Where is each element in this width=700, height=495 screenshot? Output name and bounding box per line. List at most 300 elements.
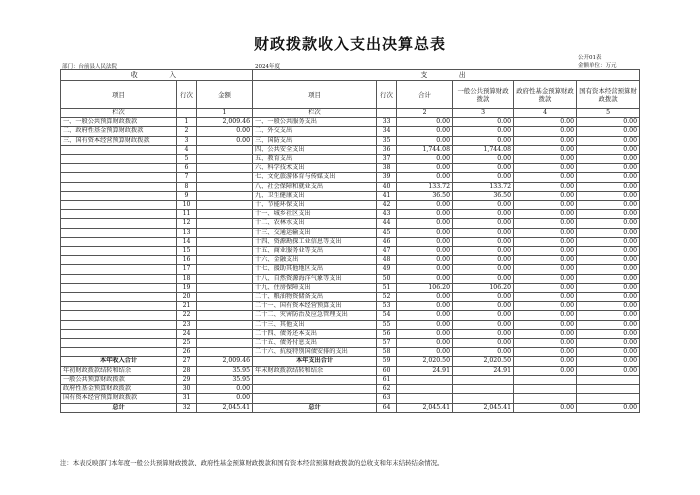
expense-row-no: 54	[377, 311, 397, 320]
income-row-no: 18	[177, 274, 197, 283]
state-capital-amount: 0.00	[577, 155, 640, 164]
gov-fund-amount	[514, 385, 577, 394]
general-budget-amount: 106.20	[453, 283, 514, 292]
income-row-no: 2	[177, 127, 197, 136]
general-budget-amount: 0.00	[453, 265, 514, 274]
income-row-no: 31	[177, 394, 197, 403]
expense-row-no: 37	[377, 155, 397, 164]
income-item	[61, 210, 177, 219]
general-budget-amount: 24.91	[453, 366, 514, 375]
income-amount: 35.95	[197, 375, 253, 384]
table-row	[61, 247, 640, 256]
income-item-header: 项目	[61, 81, 177, 109]
expense-total: 0.00	[397, 339, 453, 348]
state-capital-amount: 0.00	[577, 366, 640, 375]
gov-fund-amount: 0.00	[514, 403, 577, 412]
income-item	[61, 237, 177, 246]
income-row-no: 14	[177, 237, 197, 246]
general-budget-amount: 0.00	[453, 320, 514, 329]
income-item	[61, 228, 177, 237]
income-item	[61, 302, 177, 311]
expense-total: 0.00	[397, 237, 453, 246]
expense-row-no: 36	[377, 145, 397, 154]
expense-total: 0.00	[397, 311, 453, 320]
general-budget-amount	[453, 375, 514, 384]
income-row-no: 20	[177, 293, 197, 302]
col-number-1: 1	[197, 109, 253, 118]
table-row	[61, 228, 640, 237]
general-budget-amount: 0.00	[453, 155, 514, 164]
gov-fund-amount: 0.00	[514, 357, 577, 366]
income-amount: 2,045.41	[197, 403, 253, 412]
expense-row-no: 52	[377, 293, 397, 302]
gov-fund-amount: 0.00	[514, 302, 577, 311]
table-row	[61, 394, 640, 403]
gov-fund-amount: 0.00	[514, 348, 577, 357]
table-row	[61, 366, 640, 375]
expense-item	[253, 375, 377, 384]
income-row-no: 26	[177, 348, 197, 357]
income-item	[61, 173, 177, 182]
income-row-no: 23	[177, 320, 197, 329]
expense-item: 十六、金融支出	[253, 256, 377, 265]
state-capital-amount: 0.00	[577, 237, 640, 246]
expense-row-no: 56	[377, 329, 397, 338]
expense-row-no: 60	[377, 366, 397, 375]
income-row-no: 3	[177, 136, 197, 145]
expense-total: 0.00	[397, 265, 453, 274]
general-budget-amount: 0.00	[453, 247, 514, 256]
expense-row-no: 42	[377, 201, 397, 210]
table-row	[61, 210, 640, 219]
general-budget-amount	[453, 385, 514, 394]
expense-total: 0.00	[397, 210, 453, 219]
unit-label: 金额单位：万元	[578, 63, 617, 69]
expense-total: 2,045.41	[397, 403, 453, 412]
gov-fund-amount: 0.00	[514, 237, 577, 246]
income-amount	[197, 311, 253, 320]
general-budget-amount: 0.00	[453, 164, 514, 173]
gov-fund-amount: 0.00	[514, 329, 577, 338]
expense-total: 0.00	[397, 164, 453, 173]
income-amount: 0.00	[197, 394, 253, 403]
expense-row-no: 39	[377, 173, 397, 182]
income-amount: 35.95	[197, 366, 253, 375]
expense-item: 九、卫生健康支出	[253, 191, 377, 200]
gov-fund-amount: 0.00	[514, 228, 577, 237]
general-budget-amount: 0.00	[453, 210, 514, 219]
expense-item: 年末财政拨款结转和结余	[253, 366, 377, 375]
expense-item: 二十五、债务付息支出	[253, 339, 377, 348]
state-capital-amount: 0.00	[577, 302, 640, 311]
expense-total: 133.72	[397, 182, 453, 191]
general-budget-amount: 0.00	[453, 256, 514, 265]
state-capital-amount: 0.00	[577, 357, 640, 366]
gov-fund-amount: 0.00	[514, 201, 577, 210]
expense-item: 十八、自然资源海洋气象等支出	[253, 274, 377, 283]
income-amount	[197, 173, 253, 182]
income-item	[61, 274, 177, 283]
income-amount	[197, 210, 253, 219]
income-item	[61, 320, 177, 329]
state-capital-amount: 0.00	[577, 320, 640, 329]
table-row	[61, 311, 640, 320]
expense-total: 0.00	[397, 293, 453, 302]
expense-row-no: 57	[377, 339, 397, 348]
state-capital-amount	[577, 375, 640, 384]
table-row	[61, 274, 640, 283]
expense-item: 二十一、国有资本经营预算支出	[253, 302, 377, 311]
income-item	[61, 311, 177, 320]
expense-item: 本年支出合计	[253, 357, 377, 366]
expense-total: 0.00	[397, 136, 453, 145]
income-item: 二、政府性基金预算财政拨款	[61, 127, 177, 136]
col-number-5: 5	[577, 109, 640, 118]
gov-fund-amount: 0.00	[514, 155, 577, 164]
expense-total: 0.00	[397, 329, 453, 338]
income-row-no: 24	[177, 329, 197, 338]
expense-item: 十、节能环保支出	[253, 201, 377, 210]
expense-row-no: 63	[377, 394, 397, 403]
income-amount	[197, 219, 253, 228]
income-amount	[197, 155, 253, 164]
expense-total: 0.00	[397, 320, 453, 329]
state-capital-amount: 0.00	[577, 173, 640, 182]
income-item	[61, 201, 177, 210]
state-capital-amount: 0.00	[577, 210, 640, 219]
income-item	[61, 191, 177, 200]
expense-row-no: 58	[377, 348, 397, 357]
expense-total: 0.00	[397, 247, 453, 256]
income-amount	[197, 256, 253, 265]
expense-row-no: 47	[377, 247, 397, 256]
expense-total: 0.00	[397, 155, 453, 164]
table-row	[61, 320, 640, 329]
gov-fund-amount: 0.00	[514, 173, 577, 182]
expense-total: 36.50	[397, 191, 453, 200]
table-row	[61, 118, 640, 127]
income-item	[61, 256, 177, 265]
expense-item: 十五、商业服务业等支出	[253, 247, 377, 256]
income-item	[61, 219, 177, 228]
expense-row-no-header: 行次	[377, 81, 397, 109]
income-amount	[197, 302, 253, 311]
income-row-no: 7	[177, 173, 197, 182]
income-row-no: 30	[177, 385, 197, 394]
table-row	[61, 329, 640, 338]
expense-item: 四、公共安全支出	[253, 145, 377, 154]
table-row	[61, 283, 640, 292]
footnote: 注：本表反映部门本年度一般公共预算财政拨款、政府性基金预算财政拨款和国有资本经营预算财政拨款的总收支和年末结转结余情况。	[60, 459, 444, 467]
expense-row-no: 46	[377, 237, 397, 246]
income-row-no: 25	[177, 339, 197, 348]
income-row-no: 9	[177, 191, 197, 200]
table-row	[61, 182, 640, 191]
expense-row-no: 35	[377, 136, 397, 145]
income-amount	[197, 274, 253, 283]
income-amount	[197, 164, 253, 173]
gov-fund-amount: 0.00	[514, 283, 577, 292]
table-row	[61, 357, 640, 366]
expense-total: 0.00	[397, 118, 453, 127]
gov-fund-amount	[514, 375, 577, 384]
form-code: 公开01表	[578, 55, 602, 61]
expense-item: 总计	[253, 403, 377, 412]
expense-row-no: 62	[377, 385, 397, 394]
state-capital-amount: 0.00	[577, 164, 640, 173]
expense-item: 二十二、灾害防治及应急管理支出	[253, 311, 377, 320]
income-amount	[197, 293, 253, 302]
income-row-no: 17	[177, 265, 197, 274]
income-item	[61, 182, 177, 191]
gov-fund-amount: 0.00	[514, 182, 577, 191]
income-amount	[197, 339, 253, 348]
state-capital-amount: 0.00	[577, 219, 640, 228]
expense-row-no: 53	[377, 302, 397, 311]
income-row-no: 12	[177, 219, 197, 228]
table-row	[61, 219, 640, 228]
expense-row-no: 61	[377, 375, 397, 384]
table-row	[61, 265, 640, 274]
expense-row-no: 48	[377, 256, 397, 265]
income-item	[61, 348, 177, 357]
expense-total: 0.00	[397, 274, 453, 283]
general-budget-amount: 0.00	[453, 348, 514, 357]
state-capital-amount: 0.00	[577, 311, 640, 320]
income-amount	[197, 237, 253, 246]
expense-total	[397, 394, 453, 403]
income-item: 本年收入合计	[61, 357, 177, 366]
state-capital-amount: 0.00	[577, 182, 640, 191]
expense-total	[397, 375, 453, 384]
state-capital-amount: 0.00	[577, 339, 640, 348]
income-amount	[197, 201, 253, 210]
expense-item: 十三、交通运输支出	[253, 228, 377, 237]
income-row-no: 11	[177, 210, 197, 219]
state-capital-amount: 0.00	[577, 247, 640, 256]
gov-fund-amount: 0.00	[514, 136, 577, 145]
table-row	[61, 348, 640, 357]
income-row-no: 1	[177, 118, 197, 127]
income-row-no: 28	[177, 366, 197, 375]
expense-row-no: 64	[377, 403, 397, 412]
expense-row-no: 59	[377, 357, 397, 366]
expense-row-no: 43	[377, 210, 397, 219]
year-label: 2024年度	[255, 64, 280, 70]
income-amount: 0.00	[197, 385, 253, 394]
expense-total	[397, 385, 453, 394]
expense-total: 0.00	[397, 302, 453, 311]
income-amount	[197, 320, 253, 329]
income-row-no: 21	[177, 302, 197, 311]
income-item: 政府性基金预算财政拨款	[61, 385, 177, 394]
state-capital-amount: 0.00	[577, 228, 640, 237]
expense-total: 0.00	[397, 173, 453, 182]
income-item: 三、国有资本经营预算财政拨款	[61, 136, 177, 145]
gov-fund-amount: 0.00	[514, 118, 577, 127]
income-amount	[197, 182, 253, 191]
income-item: 年初财政拨款结转和结余	[61, 366, 177, 375]
table-row	[61, 145, 640, 154]
general-budget-header: 一般公共预算财政拨款	[453, 81, 514, 109]
income-amount	[197, 348, 253, 357]
income-row-no: 29	[177, 375, 197, 384]
general-budget-amount: 0.00	[453, 293, 514, 302]
income-amount: 2,009.46	[197, 118, 253, 127]
general-budget-amount: 0.00	[453, 136, 514, 145]
income-amount	[197, 145, 253, 154]
income-row-no: 15	[177, 247, 197, 256]
income-amount: 0.00	[197, 136, 253, 145]
table-row	[61, 127, 640, 136]
expense-item: 八、社会保障和就业支出	[253, 182, 377, 191]
income-amount	[197, 191, 253, 200]
expense-item: 二十四、债务还本支出	[253, 329, 377, 338]
expense-item: 十七、援助其他地区支出	[253, 265, 377, 274]
general-budget-amount: 0.00	[453, 302, 514, 311]
general-budget-amount	[453, 394, 514, 403]
state-capital-amount: 0.00	[577, 118, 640, 127]
state-capital-amount	[577, 385, 640, 394]
income-item	[61, 247, 177, 256]
income-amount	[197, 247, 253, 256]
gov-fund-amount: 0.00	[514, 311, 577, 320]
income-item	[61, 283, 177, 292]
expense-total: 0.00	[397, 348, 453, 357]
income-item	[61, 145, 177, 154]
general-budget-amount: 133.72	[453, 182, 514, 191]
state-capital-amount: 0.00	[577, 265, 640, 274]
income-row-no: 32	[177, 403, 197, 412]
expense-item	[253, 385, 377, 394]
col-label-income: 栏次	[61, 109, 177, 118]
general-budget-amount: 0.00	[453, 237, 514, 246]
state-capital-amount: 0.00	[577, 403, 640, 412]
expense-item: 七、文化旅游体育与传媒支出	[253, 173, 377, 182]
income-row-no: 4	[177, 145, 197, 154]
expense-row-no: 33	[377, 118, 397, 127]
income-amount: 2,009.46	[197, 357, 253, 366]
expense-total: 1,744.08	[397, 145, 453, 154]
state-capital-amount: 0.00	[577, 329, 640, 338]
expense-row-no: 45	[377, 228, 397, 237]
income-row-no: 16	[177, 256, 197, 265]
expense-row-no: 55	[377, 320, 397, 329]
expense-row-no: 50	[377, 274, 397, 283]
gov-fund-amount: 0.00	[514, 265, 577, 274]
expense-row-no: 44	[377, 219, 397, 228]
income-row-no-header: 行次	[177, 81, 197, 109]
income-item: 总计	[61, 403, 177, 412]
expense-item	[253, 394, 377, 403]
table-row	[61, 339, 640, 348]
general-budget-amount: 0.00	[453, 118, 514, 127]
col-number-3: 3	[453, 109, 514, 118]
general-budget-amount: 0.00	[453, 228, 514, 237]
expense-total: 0.00	[397, 256, 453, 265]
expense-item: 二、外交支出	[253, 127, 377, 136]
general-budget-amount: 36.50	[453, 191, 514, 200]
income-item	[61, 329, 177, 338]
expense-total: 0.00	[397, 201, 453, 210]
col-label-expense: 栏次	[253, 109, 377, 118]
income-row-no: 8	[177, 182, 197, 191]
expense-item: 二十三、其他支出	[253, 320, 377, 329]
income-item	[61, 339, 177, 348]
department-label: 部门：台前县人民法院	[62, 64, 118, 70]
table-row	[61, 136, 640, 145]
gov-fund-amount: 0.00	[514, 293, 577, 302]
income-item	[61, 293, 177, 302]
income-item	[61, 164, 177, 173]
gov-fund-amount: 0.00	[514, 339, 577, 348]
income-amount	[197, 329, 253, 338]
gov-fund-amount: 0.00	[514, 274, 577, 283]
gov-fund-amount: 0.00	[514, 145, 577, 154]
income-amount	[197, 283, 253, 292]
state-capital-amount: 0.00	[577, 274, 640, 283]
table-row	[61, 293, 640, 302]
income-row-no: 13	[177, 228, 197, 237]
state-capital-amount	[577, 394, 640, 403]
general-budget-amount: 0.00	[453, 311, 514, 320]
general-budget-amount: 1,744.08	[453, 145, 514, 154]
expense-total: 24.91	[397, 366, 453, 375]
expense-item: 十二、农林水支出	[253, 219, 377, 228]
income-row-no: 27	[177, 357, 197, 366]
expense-total: 0.00	[397, 127, 453, 136]
expense-item: 六、科学技术支出	[253, 164, 377, 173]
income-section-header: 收 入	[61, 70, 253, 81]
expense-item: 五、教育支出	[253, 155, 377, 164]
expense-row-no: 38	[377, 164, 397, 173]
expense-item: 十一、城乡社区支出	[253, 210, 377, 219]
expense-item-header: 项目	[253, 81, 377, 109]
expense-row-no: 41	[377, 191, 397, 200]
general-budget-amount: 2,020.50	[453, 357, 514, 366]
expense-item: 三、国防支出	[253, 136, 377, 145]
income-item: 国有资本经营预算财政拨款	[61, 394, 177, 403]
expense-row-no: 40	[377, 182, 397, 191]
expense-item: 二十、粮油物资储备支出	[253, 293, 377, 302]
expense-item: 一、一般公共服务支出	[253, 118, 377, 127]
state-capital-amount: 0.00	[577, 256, 640, 265]
page-title: 财政拨款收入支出决算总表	[253, 35, 446, 53]
general-budget-amount: 0.00	[453, 219, 514, 228]
general-budget-amount: 0.00	[453, 127, 514, 136]
col-number-2: 2	[397, 109, 453, 118]
gov-fund-amount: 0.00	[514, 210, 577, 219]
general-budget-amount: 0.00	[453, 201, 514, 210]
table-row	[61, 164, 640, 173]
income-row-no: 5	[177, 155, 197, 164]
general-budget-amount: 2,045.41	[453, 403, 514, 412]
table-row	[61, 201, 640, 210]
gov-fund-amount: 0.00	[514, 127, 577, 136]
table-row	[61, 237, 640, 246]
state-capital-amount: 0.00	[577, 201, 640, 210]
table-row	[61, 155, 640, 164]
expense-section-header: 支 出	[253, 70, 640, 81]
income-amount	[197, 265, 253, 274]
income-amount	[197, 228, 253, 237]
col-number-4: 4	[514, 109, 577, 118]
gov-fund-amount: 0.00	[514, 164, 577, 173]
income-row-no: 10	[177, 201, 197, 210]
expense-total: 0.00	[397, 228, 453, 237]
state-capital-amount: 0.00	[577, 348, 640, 357]
income-row-no: 22	[177, 311, 197, 320]
